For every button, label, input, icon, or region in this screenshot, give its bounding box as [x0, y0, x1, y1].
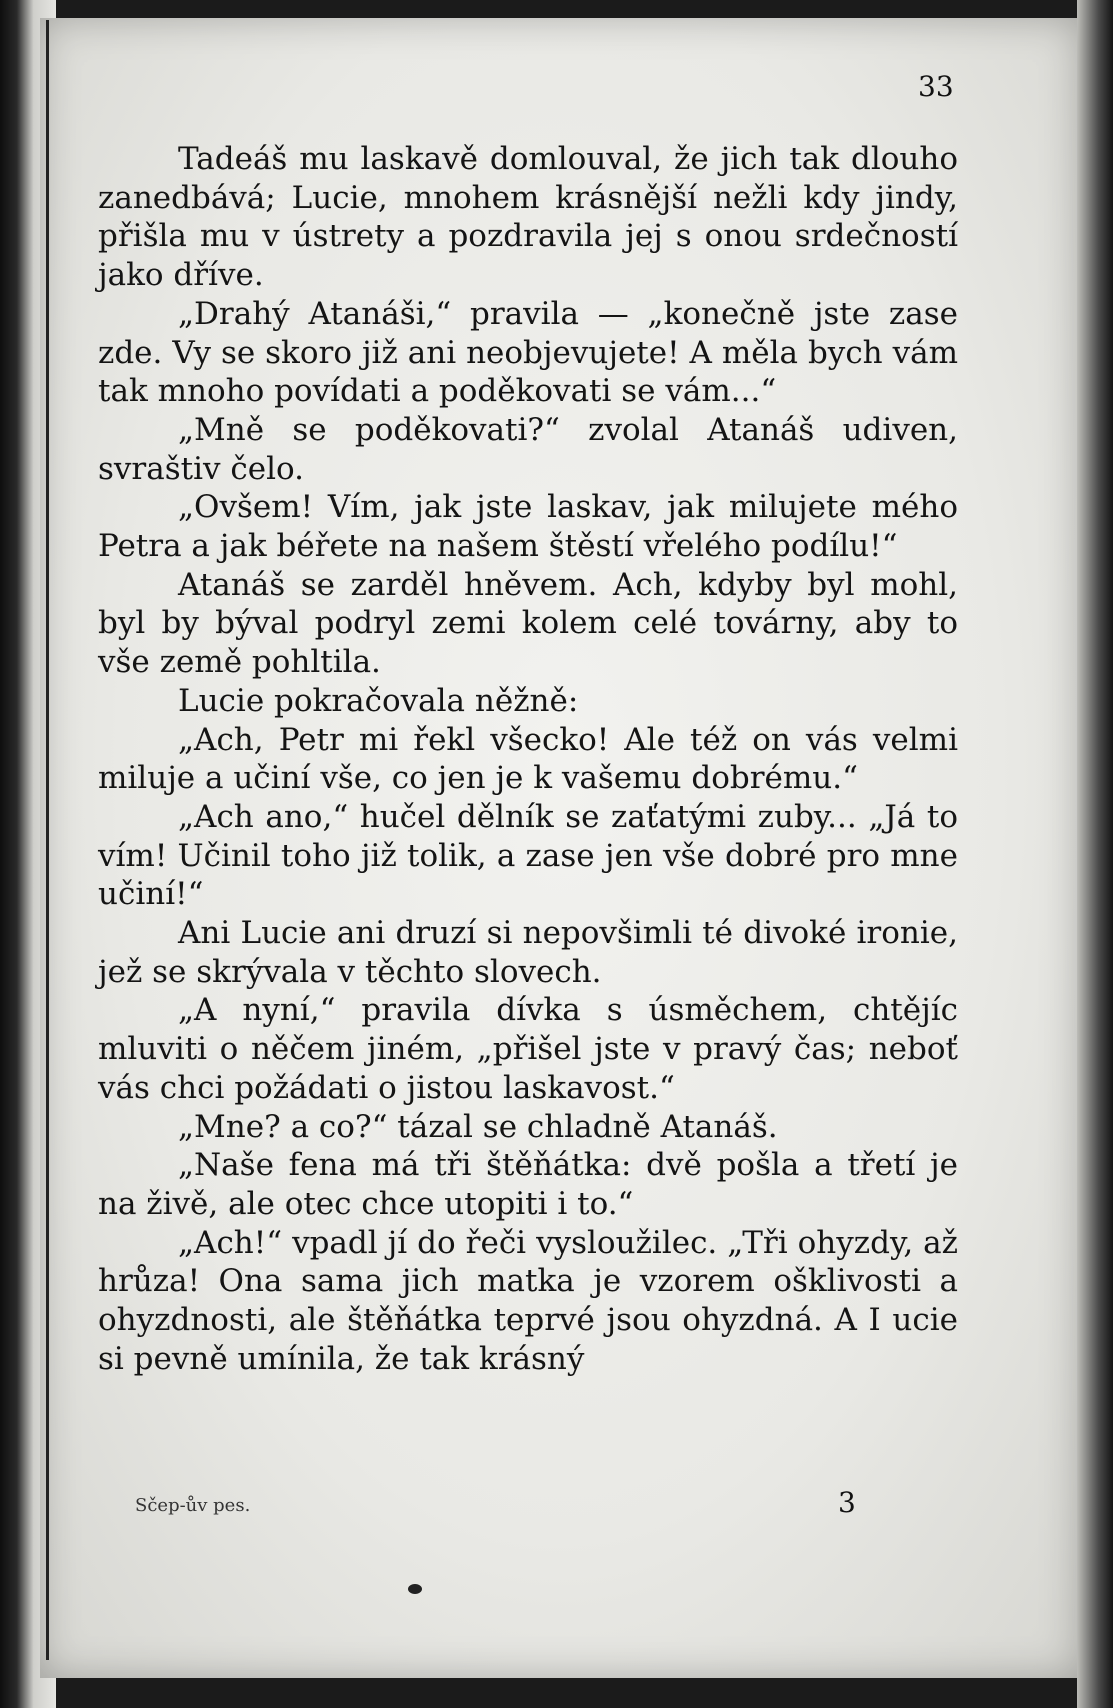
paragraph: Tadeáš mu laskavě domlouval, že jich tak dlouho zanedbává; Lucie, mnohem krásnější nežli kdy jindy, přišla mu v ústrety a pozdravila jej s onou srdečností jako dříve.	[98, 141, 958, 294]
binding-edge-line	[46, 20, 49, 1660]
ink-blot	[408, 1584, 422, 1594]
printer-signature-mark: 3	[838, 1486, 856, 1519]
paragraph: Ani Lucie ani druzí si nepovšimli té divoké ironie, jež se skrývala v těchto slovech.	[98, 915, 958, 990]
paragraph: „Ach, Petr mi řekl všecko! Ale též on vás velmi miluje a učiní vše, co jen je k vašemu dobrému.“	[98, 721, 958, 797]
page-number: 33	[918, 70, 954, 103]
page-right-edge	[1077, 0, 1113, 1708]
paragraph: „Ach ano,“ hučel dělník se zaťatými zuby... „Já to vím! Učinil toho již tolik, a zase jen vše dobré pro mne učiní!“	[98, 798, 958, 913]
paragraph: „Mně se poděkovati?“ zvolal Atanáš udiven, svraštiv čelo.	[98, 411, 958, 487]
paragraph: „Drahý Atanáši,“ pravila — „konečně jste zase zde. Vy se skoro již ani neobjevujete! A měla bych vám tak mnoho povídati a poděkovati se vám...“	[98, 295, 958, 410]
printer-signature-line: Sčep-ův pes.	[135, 1495, 251, 1516]
paragraph: Atanáš se zarděl hněvem. Ach, kdyby byl mohl, byl by býval podryl zemi kolem celé továrny, aby to vše země pohltila.	[98, 566, 958, 681]
body-text	[98, 140, 958, 1379]
paragraph: „Ach!“ vpadl jí do řeči vysloužilec. „Tři ohyzdy, až hrůza! Ona sama jich matka je vzorem ošklivosti a ohyzdnosti, ale štěňátka teprvé jsou ohyzdná. A I ucie si pevně umínila, že tak krásný	[98, 1224, 958, 1377]
paragraph: „Naše fena má tři štěňátka: dvě pošla a třetí je na živě, ale otec chce utopiti i to.“	[98, 1147, 958, 1222]
paragraph: „Mne? a co?“ tázal se chladně Atanáš.	[178, 1108, 778, 1145]
paragraph: „Ovšem! Vím, jak jste laskav, jak milujete mého Petra a jak béřete na našem štěstí vřelého podílu!“	[98, 489, 958, 565]
paragraph: Lucie pokračovala něžně:	[178, 682, 579, 719]
paragraph: „A nyní,“ pravila dívka s úsměchem, chtějíc mluviti o něčem jiném, „přišel jste v pravý čas; neboť vás chci požádati o jistou laskavost.“	[98, 992, 958, 1106]
